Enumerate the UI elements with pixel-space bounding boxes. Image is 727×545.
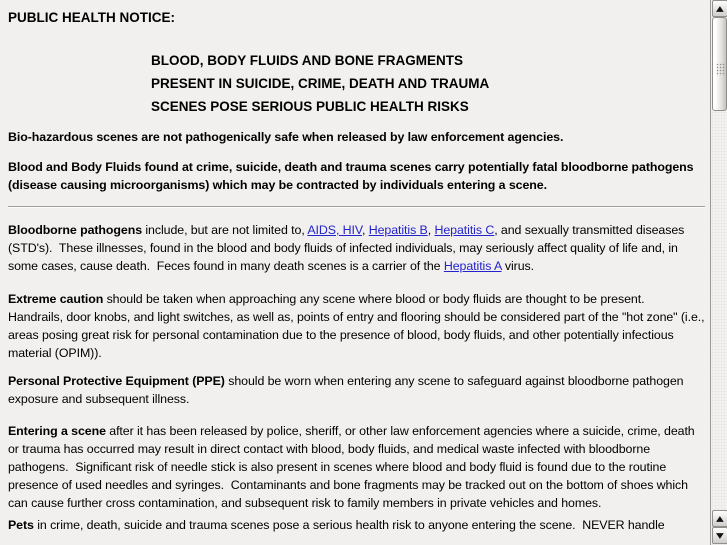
link-hepatitis-c[interactable]: Hepatitis C bbox=[434, 223, 495, 237]
link-aids-hiv[interactable]: AIDS, HIV bbox=[307, 223, 362, 237]
heading-line-1: BLOOD, BODY FLUIDS AND BONE FRAGMENTS bbox=[151, 53, 464, 68]
paragraph-text: should be taken when approaching any scene where blood or body fluids are thought to be present. Handrails, door knobs, and light switches, as well as, points of entry and flooring should be considered part of the "hot zone" (i.e., areas posing great risk for personal contamination due to the presence of blood, body fluids, and other potentially infectious material (OPIM)). bbox=[8, 292, 708, 360]
bold-lead-in: Bloodborne pathogens bbox=[8, 223, 143, 237]
paragraph-text: , bbox=[427, 223, 435, 237]
bold-lead-in: Entering a scene bbox=[8, 424, 106, 438]
paragraph-ppe bbox=[8, 372, 705, 408]
notice-heading bbox=[151, 49, 705, 118]
section-divider bbox=[8, 206, 705, 208]
statement-blood-and-body-fluids: Blood and Body Fluids found at crime, suicide, death and trauma scenes carry potentially fatal bloodborne pathogens (disease causing microorganisms) which may be contracted by individuals entering a scene. bbox=[8, 160, 697, 192]
bold-lead-in: Extreme caution bbox=[8, 292, 104, 306]
vertical-scrollbar[interactable] bbox=[710, 0, 727, 545]
page-title: PUBLIC HEALTH NOTICE: bbox=[8, 10, 175, 25]
paragraph-entering-a-scene bbox=[8, 422, 705, 512]
scroll-up-button-bottom[interactable] bbox=[712, 510, 727, 527]
scroll-up-button[interactable] bbox=[712, 0, 727, 17]
statement-biohazardous-scenes: Bio-hazardous scenes are not pathogenically safe when released by law enforcement agencies. bbox=[8, 130, 564, 144]
scroll-down-button[interactable] bbox=[712, 527, 727, 544]
paragraph-text: , bbox=[361, 223, 369, 237]
scroll-up-icon: ▲ bbox=[716, 513, 724, 523]
heading-line-2: PRESENT IN SUICIDE, CRIME, DEATH AND TRAUMA bbox=[151, 76, 490, 91]
paragraph-text: include, but are not limited to, bbox=[142, 223, 308, 237]
paragraph-bloodborne-pathogens bbox=[8, 221, 705, 275]
paragraph-extreme-caution bbox=[8, 290, 708, 362]
bold-lead-in: Personal Protective Equipment (PPE) bbox=[8, 374, 225, 388]
paragraph-pets bbox=[8, 516, 705, 534]
link-hepatitis-a[interactable]: Hepatitis A bbox=[443, 259, 502, 273]
paragraph-text: in crime, death, suicide and trauma scenes pose a serious health risk to anyone entering the scene. NEVER handle bbox=[33, 518, 665, 532]
paragraph-text: should be worn when entering any scene to safeguard against bloodborne pathogen exposure and subsequent illness. bbox=[8, 374, 687, 406]
heading-line-3: SCENES POSE SERIOUS PUBLIC HEALTH RISKS bbox=[151, 99, 469, 114]
paragraph-text: virus. bbox=[501, 259, 535, 273]
paragraph-text: , and sexually transmitted diseases (STD's). These illnesses, found in the blood and body fluids of infected individuals, may seriously affect quality of life and, in some cases, cause death. Feces found in many death scenes is a carrier of the bbox=[8, 223, 688, 273]
scroll-down-icon: ▼ bbox=[716, 530, 724, 540]
scrollbar-thumb[interactable] bbox=[712, 17, 727, 111]
link-hepatitis-b[interactable]: Hepatitis B bbox=[368, 223, 428, 237]
scroll-up-icon: ▲ bbox=[716, 3, 724, 13]
bold-lead-in: Pets bbox=[8, 518, 34, 532]
scrollbar-grip-icon bbox=[716, 63, 725, 76]
paragraph-text: after it has been released by police, sheriff, or other law enforcement agencies where a suicide, crime, death or trauma has occurred may result in direct contact with blood, body fluids, and medical waste infected with bloodborne pathogens. Significant risk of needle stick is also present in scenes where blood and body fluid is found due to the routine presence of used needles and syringes. Contaminants and bone fragments may be tracked out on the bottom of shoes which can cause further cross contamination, and subsequent risk to family members in private vehicles and homes. bbox=[8, 424, 698, 510]
